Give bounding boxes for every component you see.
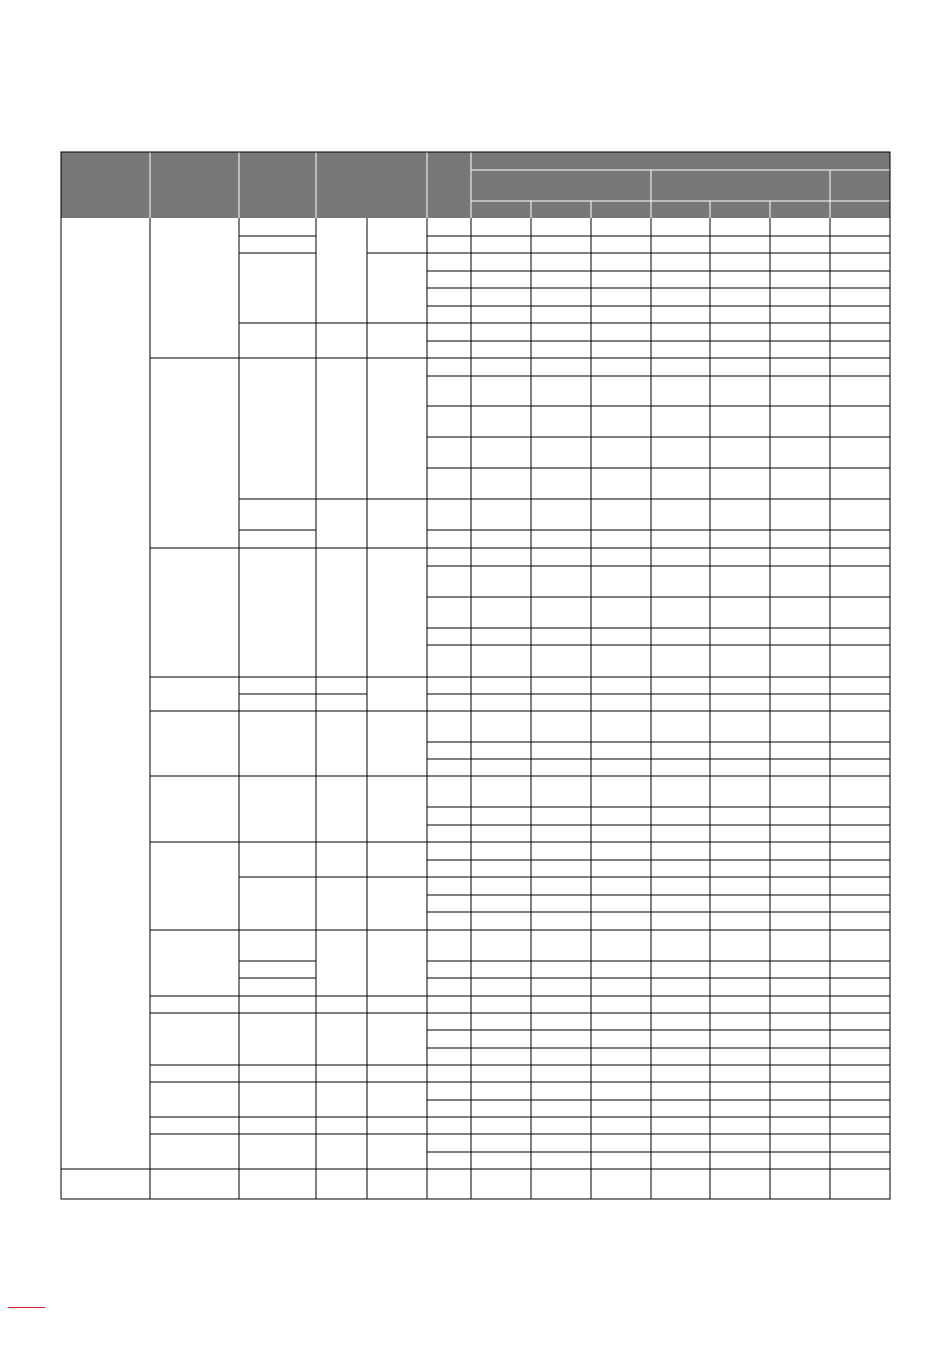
table-outer-border	[61, 152, 890, 1199]
table-body-gridlines	[61, 218, 890, 1199]
table-header-band	[61, 152, 890, 218]
footer-accent-rule	[8, 1307, 45, 1308]
